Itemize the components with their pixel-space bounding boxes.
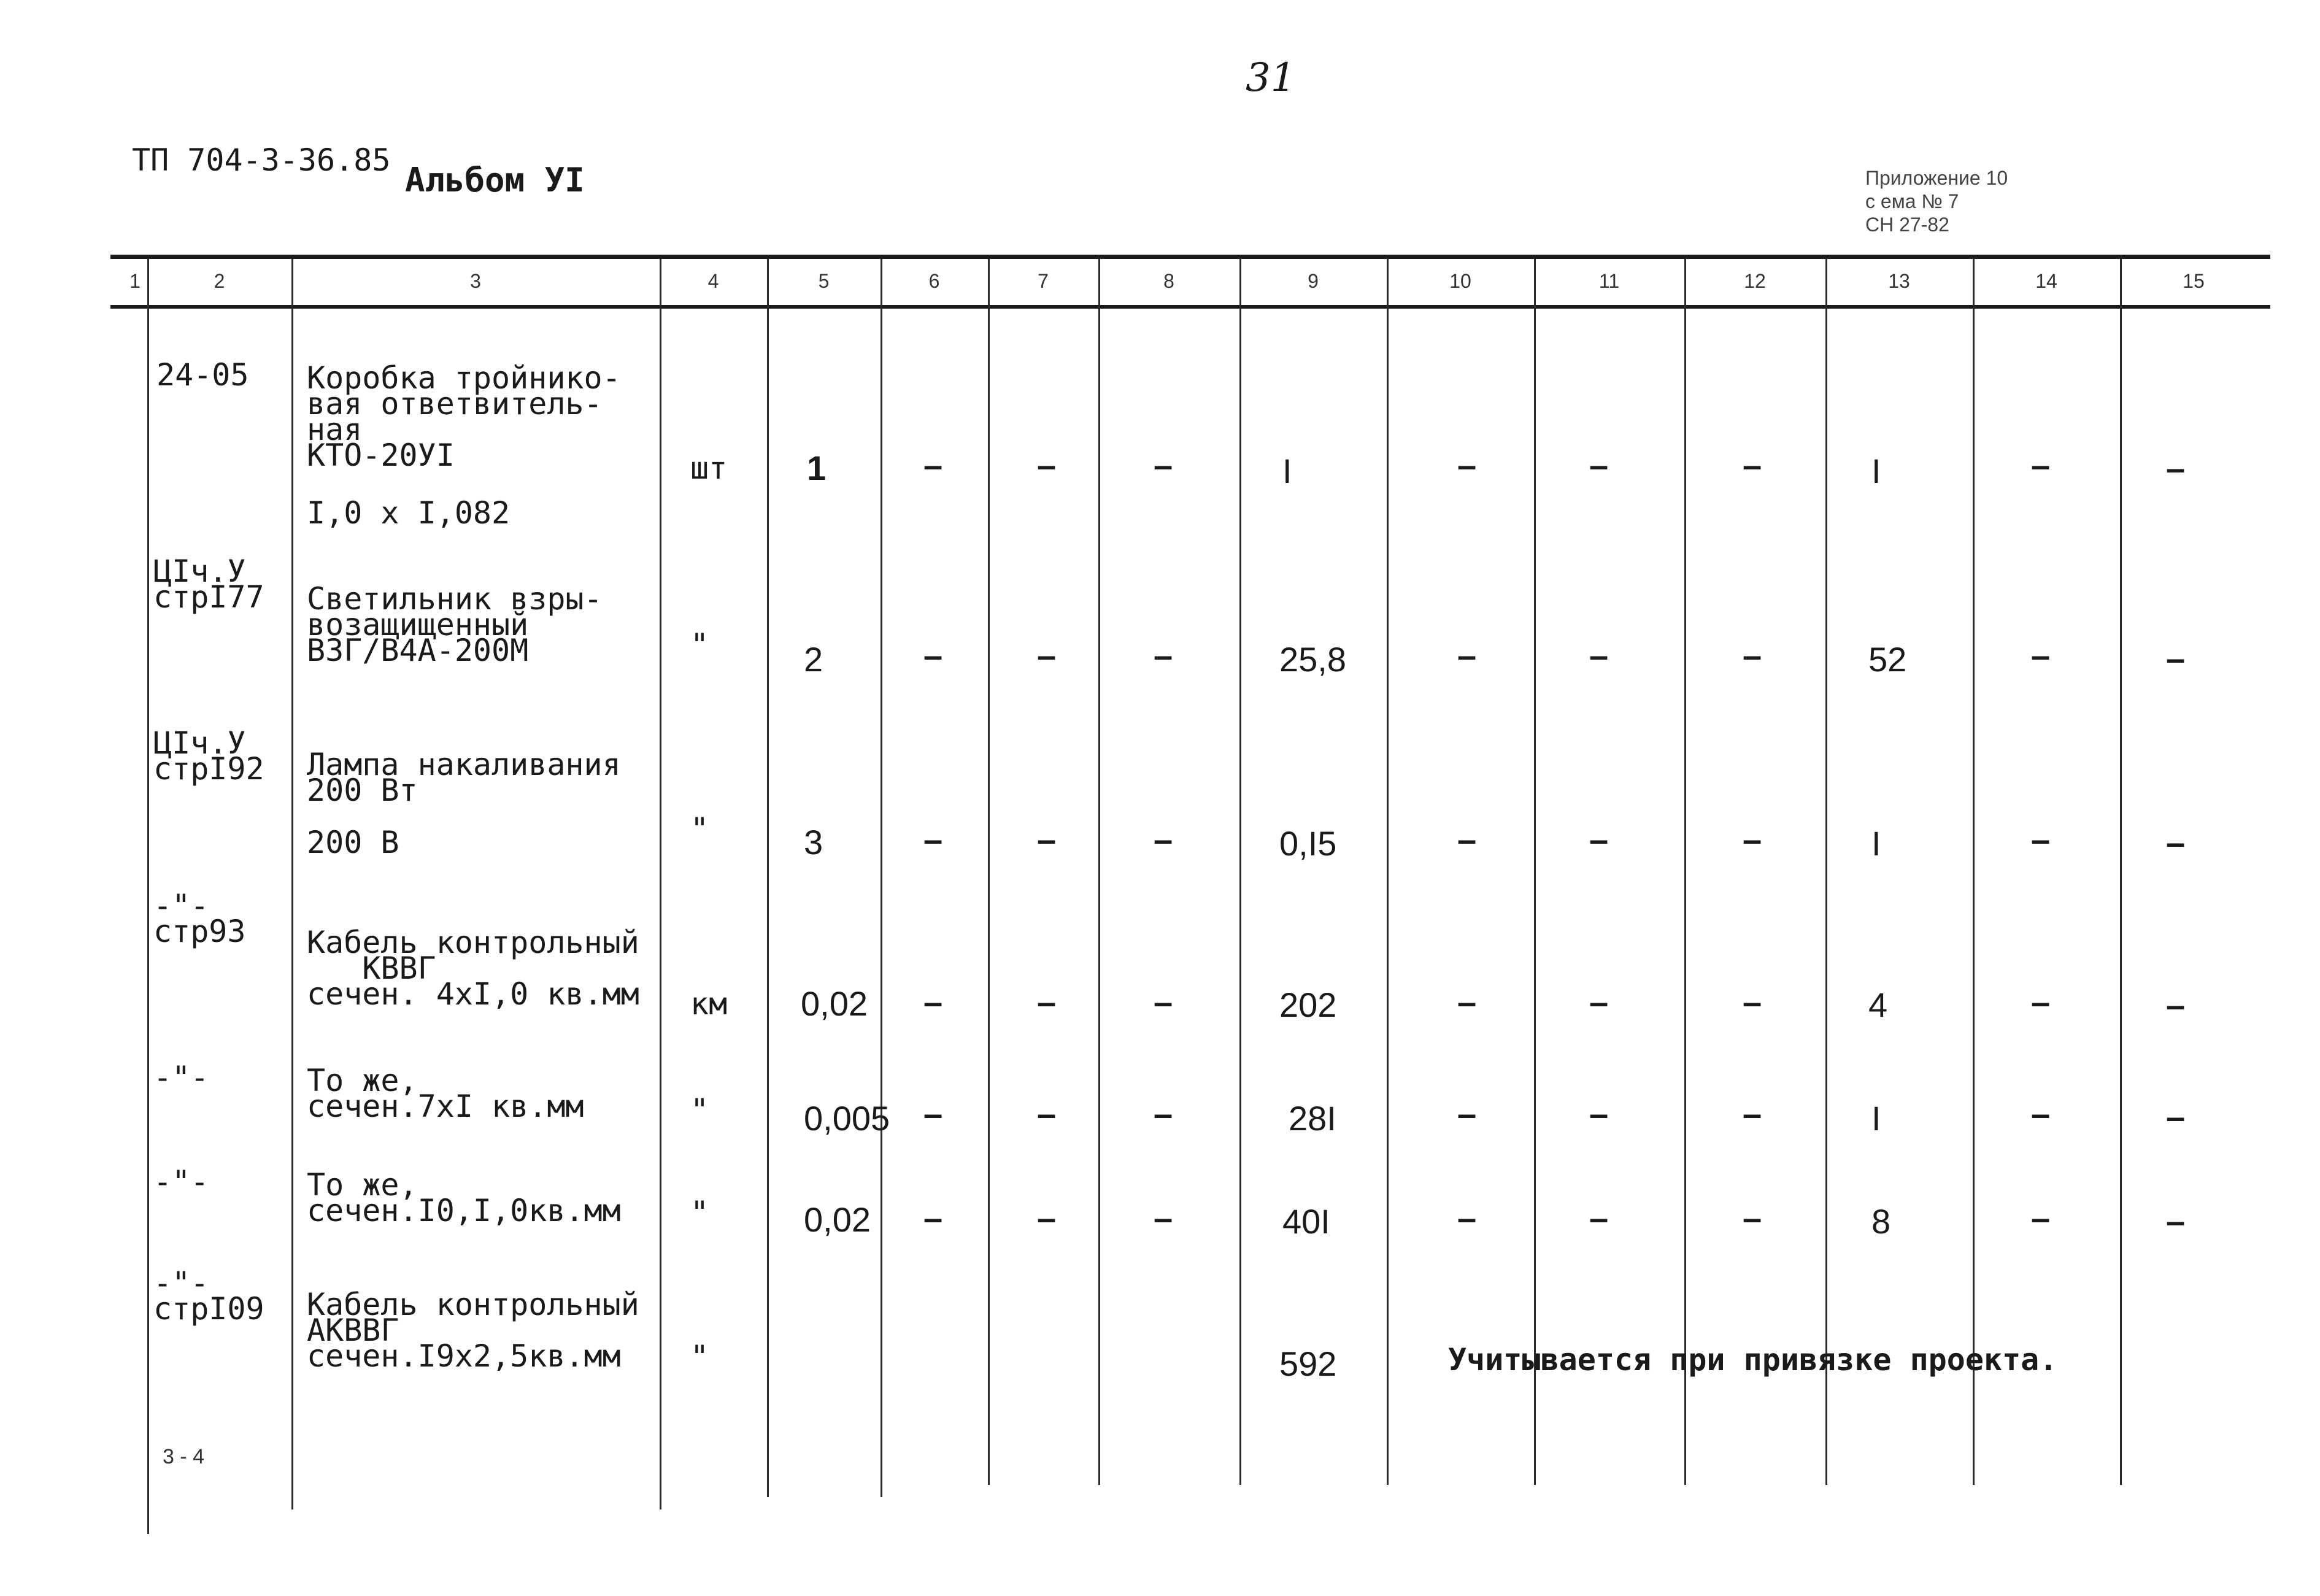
row-unit: ": [690, 811, 709, 847]
row-col11: –: [1589, 982, 1609, 1021]
row-col7: –: [1037, 1094, 1057, 1133]
row-col9: 0,I5: [1279, 824, 1337, 863]
row-name: То же, сечен.7хI кв.мм: [307, 1063, 584, 1124]
album-title: Альбом УI: [405, 161, 585, 199]
row-name: Лампа накаливания 200 Вт: [307, 747, 621, 808]
row-name: Кабель контрольный АКВВГ сечен.I9х2,5кв.мм: [307, 1287, 639, 1374]
footer-mark: 3 - 4: [163, 1445, 205, 1468]
row-col6: –: [923, 982, 943, 1021]
row-col5: 0,02: [801, 984, 868, 1023]
column-number-15: 15: [2183, 270, 2205, 292]
row-col6: –: [923, 636, 943, 674]
row-col13: 8: [1871, 1202, 1891, 1241]
row-col6: –: [923, 820, 943, 858]
row-col12: –: [1743, 636, 1762, 674]
row-col15: –: [2166, 823, 2186, 862]
row-col8: –: [1154, 1094, 1173, 1133]
row-name-extra: I,0 x I,082: [307, 495, 511, 531]
column-number-3: 3: [470, 270, 481, 292]
row-col13: I: [1871, 824, 1881, 863]
column-number-14: 14: [2035, 270, 2057, 292]
row-col7: –: [1037, 445, 1057, 484]
row-name: То же, сечен.I0,I,0кв.мм: [307, 1167, 621, 1228]
row-col10: –: [1457, 1198, 1477, 1237]
row-col10: –: [1457, 820, 1477, 858]
row-col10: –: [1457, 445, 1477, 484]
column-number-2: 2: [214, 270, 225, 292]
row-note: Учитывается при привязке проекта.: [1448, 1342, 2058, 1378]
row-col11: –: [1589, 445, 1609, 484]
row-col15: –: [2166, 1097, 2186, 1136]
row-ref: ЦIч.У стрI77: [153, 553, 264, 615]
row-col12: –: [1743, 445, 1762, 484]
row-col12: –: [1743, 982, 1762, 1021]
column-number-10: 10: [1449, 270, 1471, 292]
row-unit: ": [690, 1339, 709, 1374]
row-col9: I: [1282, 452, 1292, 490]
annex-line-3: СН 27-82: [1865, 214, 1949, 236]
row-col9: 25,8: [1279, 640, 1346, 679]
row-name: Светильник взры- возащищенный ВЗГ/В4А-200М: [307, 581, 603, 668]
row-col11: –: [1589, 1094, 1609, 1133]
row-col5: 0,02: [804, 1200, 871, 1239]
row-col12: –: [1743, 820, 1762, 858]
row-col7: –: [1037, 820, 1057, 858]
row-col10: –: [1457, 636, 1477, 674]
row-name-extra: 200 В: [307, 825, 399, 860]
row-col15: –: [2166, 639, 2186, 677]
column-number-8: 8: [1163, 270, 1174, 292]
row-col7: –: [1037, 1198, 1057, 1237]
row-col6: –: [923, 1094, 943, 1133]
row-col6: –: [923, 445, 943, 484]
row-ref: -"-: [153, 1060, 209, 1095]
row-col13: I: [1871, 452, 1881, 490]
row-col15: –: [2166, 449, 2186, 487]
row-col10: –: [1457, 1094, 1477, 1133]
column-number-1: 1: [129, 270, 141, 292]
annex-line-1: Приложение 10: [1865, 167, 2008, 189]
row-ref: -"-: [153, 1164, 209, 1200]
row-col8: –: [1154, 820, 1173, 858]
column-number-7: 7: [1038, 270, 1049, 292]
table-top-rule: [110, 255, 2270, 259]
row-ref: 24-05: [156, 357, 249, 393]
row-col14: –: [2031, 445, 2051, 484]
row-name: Коробка тройнико- вая ответвитель- ная КТО-20УI: [307, 360, 621, 473]
row-col8: –: [1154, 445, 1173, 484]
row-col13: 4: [1868, 985, 1888, 1024]
row-col9: 40I: [1282, 1202, 1330, 1241]
row-unit: км: [690, 986, 728, 1022]
row-col15: –: [2166, 985, 2186, 1024]
row-col15: –: [2166, 1201, 2186, 1240]
page-number: 31: [1246, 55, 1296, 101]
row-col14: –: [2031, 636, 2051, 674]
row-unit: ": [690, 627, 709, 663]
row-col12: –: [1743, 1094, 1762, 1133]
row-col9: 202: [1279, 985, 1337, 1024]
annex-line-2: с ема № 7: [1865, 190, 1959, 212]
row-col14: –: [2031, 1094, 2051, 1133]
row-col6: –: [923, 1198, 943, 1237]
column-number-5: 5: [818, 270, 830, 292]
row-col14: –: [2031, 982, 2051, 1021]
row-ref: -"- стрI09: [153, 1265, 264, 1327]
row-ref: ЦIч.У стрI92: [153, 725, 264, 787]
row-col13: 52: [1868, 640, 1907, 679]
column-number-13: 13: [1888, 270, 1910, 292]
row-col5: 3: [804, 823, 823, 862]
row-col14: –: [2031, 1198, 2051, 1237]
column-number-11: 11: [1598, 270, 1620, 292]
row-col7: –: [1037, 982, 1057, 1021]
row-col8: –: [1154, 636, 1173, 674]
column-number-12: 12: [1744, 270, 1766, 292]
row-col14: –: [2031, 820, 2051, 858]
row-unit: ": [690, 1195, 709, 1230]
row-col11: –: [1589, 820, 1609, 858]
column-number-6: 6: [928, 270, 940, 292]
row-unit: шт: [690, 450, 728, 486]
row-col13: I: [1871, 1099, 1881, 1138]
row-col9: 592: [1279, 1344, 1337, 1383]
column-number-9: 9: [1308, 270, 1319, 292]
row-col8: –: [1154, 982, 1173, 1021]
row-col12: –: [1743, 1198, 1762, 1237]
row-col11: –: [1589, 636, 1609, 674]
row-col5: 0,005: [804, 1099, 890, 1138]
row-col5: 2: [804, 640, 823, 679]
row-col8: –: [1154, 1198, 1173, 1237]
row-col9: 28I: [1289, 1099, 1336, 1138]
row-col5: 1: [807, 449, 827, 487]
row-col10: –: [1457, 982, 1477, 1021]
document-code: ТП 704-3-36.85: [132, 142, 391, 178]
table-header-rule: [110, 305, 2270, 309]
row-col7: –: [1037, 636, 1057, 674]
row-col11: –: [1589, 1198, 1609, 1237]
row-ref: -"- стр93: [153, 888, 246, 949]
column-number-4: 4: [707, 270, 719, 292]
row-unit: ": [690, 1092, 709, 1128]
row-name: Кабель контрольный КВВГ сечен. 4хI,0 кв.мм: [307, 925, 639, 1012]
